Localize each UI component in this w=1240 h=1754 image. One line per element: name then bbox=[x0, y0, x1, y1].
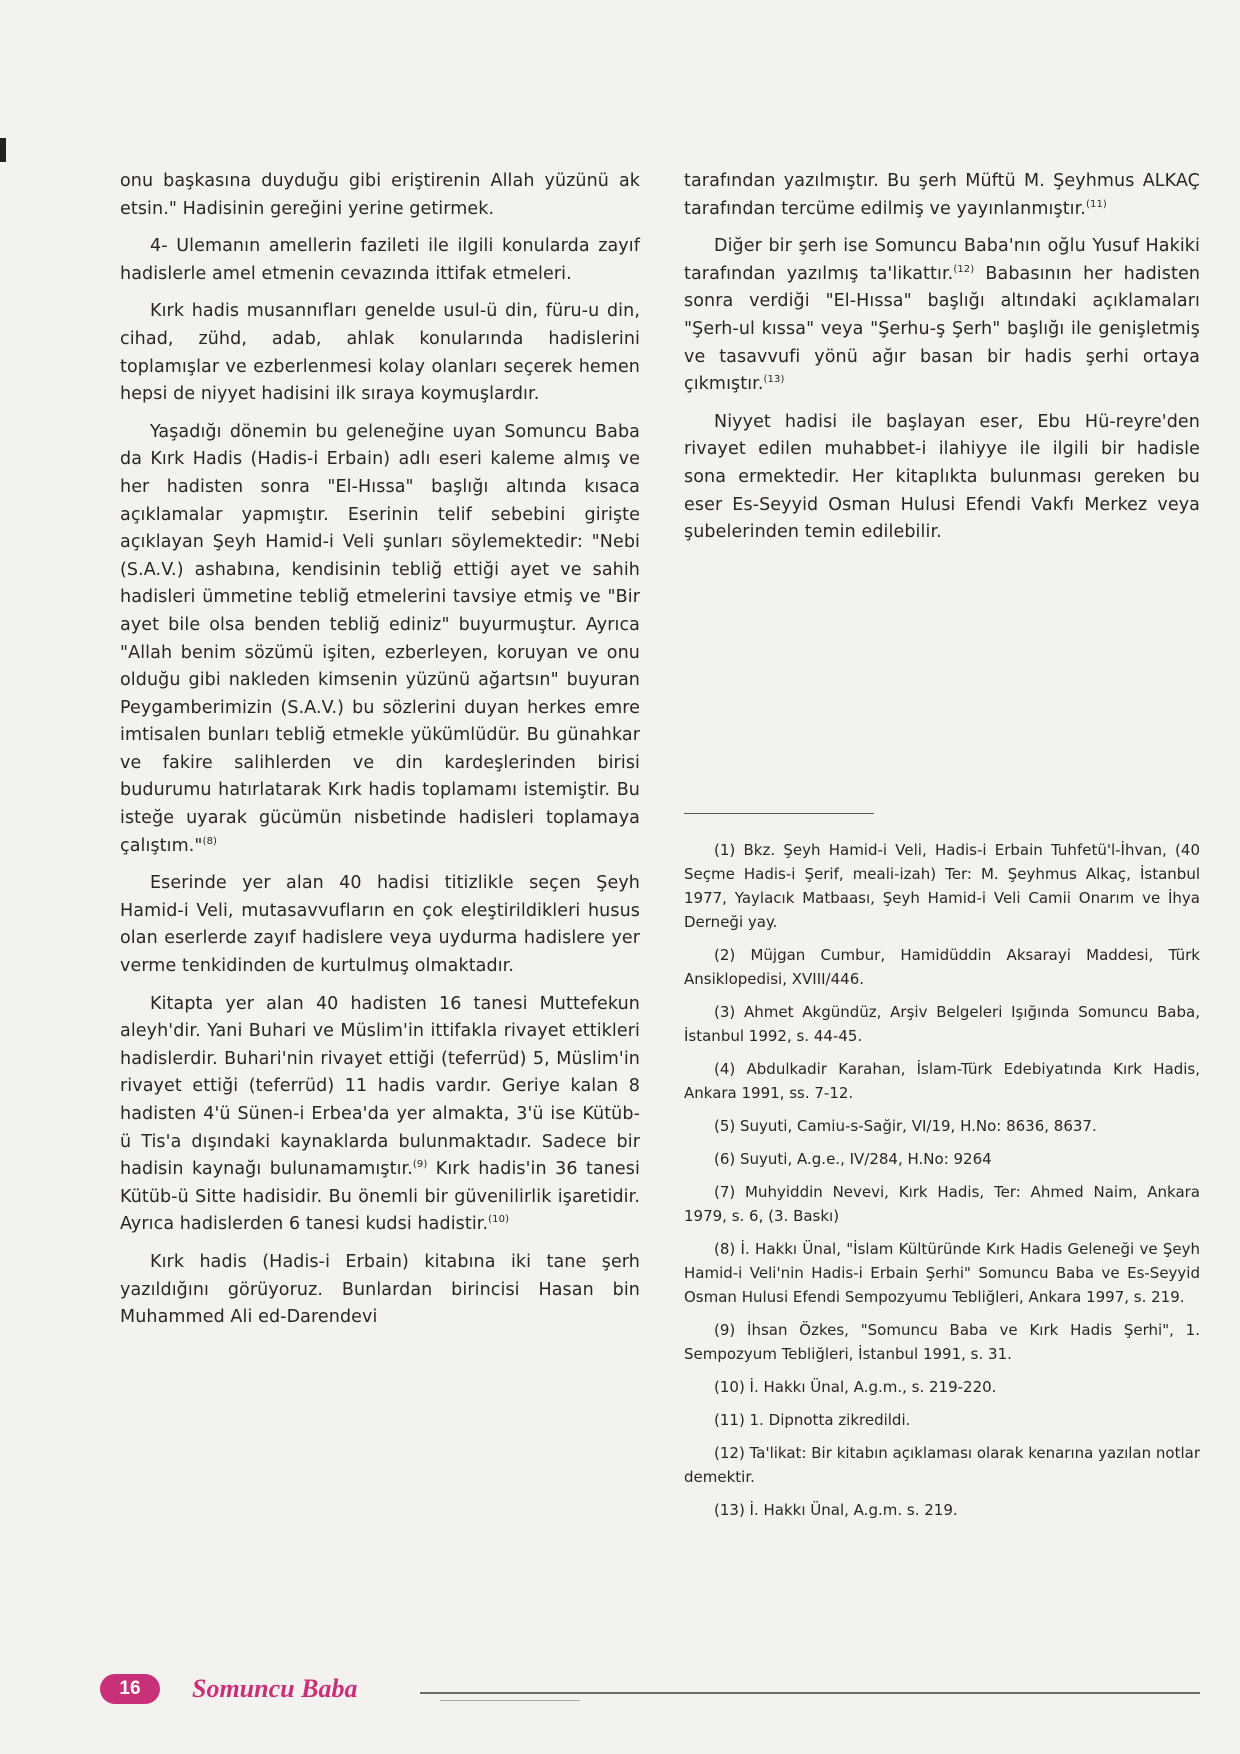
footnote-4: (4) Abdulkadir Karahan, İslam-Türk Edebiyatında Kırk Hadis, Ankara 1991, ss. 7-12. bbox=[684, 1060, 1200, 1102]
footnote-ref-8: (8) bbox=[202, 835, 218, 847]
footnote-ref-10: (10) bbox=[488, 1214, 510, 1226]
right-paragraph-1 bbox=[684, 168, 1200, 223]
left-paragraph-1: onu başkasına duyduğu gibi eriştirenin Allah yüzünü ak etsin." Hadisinin gereğini yerine getirmek. bbox=[120, 171, 640, 219]
left-paragraph-4 bbox=[120, 419, 640, 861]
left-paragraph-6-text-a: Kitapta yer alan 40 hadisten 16 tanesi Muttefekun aleyh'dir. Yani Buhari ve Müslim'in ittifakla rivayet ettikleri hadislerdir. Buhari'nin rivayet ettiği (teferrüd) 5, Müslim'in rivayet ettiği (teferrüd) 11 hadis vardır. Geriye kalan 8 hadisten 4'ü Sünen-i Erbea'da yer almakta, 3'ü ise Kütüb-ü Tis'a dışındaki kaynaklarda bulunmaktadır. Sadece bir hadisin kaynağı bulunamamıştır. bbox=[120, 993, 640, 1180]
right-paragraph-2 bbox=[684, 233, 1200, 399]
left-paragraph-4-text: Yaşadığı dönemin bu geleneğine uyan Somuncu Baba da Kırk Hadis (Hadis-i Erbain) adlı eseri kaleme almış ve her hadisten sonra "El-Hıssa" başlığı altında kısaca açıklamalar yapmıştır. Eserinin telif sebebini girişte açıklayan Şeyh Hamid-i Veli şunları söylemektedir: "Nebi (S.A.V.) ashabına, kendisinin tebliğ ettiği ayet ve sahih hadisleri ümmetine tebliğ etmelerini tavsiye etmiş ve "Bir ayet bile olsa benden tebliğ ediniz" buyurmuştur. Ayrıca "Allah benim sözümü işiten, ezberleyen, koruyan ve onu olduğu gibi nakleden kimsenin yüzünü ağartsın" buyuran Peygamberimizin (S.A.V.) bu sözlerini duyan herkes emre imtisalen bunları tebliğ etmekle yükümlüdür. Bu günahkar ve fakire salihlerden ve din kardeşlerinden birisi budurumu hatırlatarak Kırk hadis toplamamı istemiştir. Bu isteğe uyarak gücümün nisbetinde hadisleri toplamaya çalıştım." bbox=[120, 421, 640, 856]
left-column bbox=[120, 168, 640, 1342]
footnote-divider bbox=[684, 813, 874, 814]
footnote-2: (2) Müjgan Cumbur, Hamidüddin Aksarayi Maddesi, Türk Ansiklopedisi, XVIII/446. bbox=[684, 946, 1200, 988]
right-paragraph-2-text-b: Babasının her hadisten sonra verdiği "El-Hıssa" başlığı altındaki açıklamaları "Şerh-ul kıssa" veya "Şerhu-ş Şerh" başlığı ile genişletmiş ve tasavvufi yönü ağır basan bir hadis şerhi ortaya çıkmıştır. bbox=[684, 263, 1201, 395]
footnote-3: (3) Ahmet Akgündüz, Arşiv Belgeleri Işığında Somuncu Baba, İstanbul 1992, s. 44-45. bbox=[684, 1003, 1200, 1045]
page-number-badge: 16 bbox=[100, 1674, 160, 1704]
footnote-7: (7) Muhyiddin Nevevi, Kırk Hadis, Ter: Ahmed Naim, Ankara 1979, s. 6, (3. Baskı) bbox=[684, 1183, 1200, 1225]
footnote-ref-13: (13) bbox=[763, 374, 785, 386]
right-paragraph-1-text: tarafından yazılmıştır. Bu şerh Müftü M. Şeyhmus ALKAÇ tarafından tercüme edilmiş ve yayınlanmıştır. bbox=[684, 171, 1200, 219]
left-paragraph-6 bbox=[120, 991, 640, 1239]
footer-rule bbox=[420, 1692, 1200, 1694]
right-column bbox=[684, 168, 1200, 557]
footnotes bbox=[684, 838, 1200, 1531]
left-paragraph-2: 4- Ulemanın amellerin fazileti ile ilgili konularda zayıf hadislerle amel etmenin cevazında ittifak etmeleri. bbox=[120, 236, 640, 284]
footnote-ref-9: (9) bbox=[412, 1159, 428, 1171]
footnote-6: (6) Suyuti, A.g.e., IV/284, H.No: 9264 bbox=[714, 1150, 992, 1168]
footnote-11: (11) 1. Dipnotta zikredildi. bbox=[714, 1411, 911, 1429]
right-paragraph-3: Niyyet hadisi ile başlayan eser, Ebu Hü-reyre'den rivayet edilen muhabbet-i ilahiyye ile ilgili bir hadisle sona ermektedir. Her kitaplıkta bulunması gereken bu eser Es-Seyyid Osman Hulusi Efendi Vakfı Merkez veya şubelerinden temin edilebilir. bbox=[684, 411, 1200, 543]
left-paragraph-5: Eserinde yer alan 40 hadisi titizlikle seçen Şeyh Hamid-i Veli, mutasavvufların en çok eleştirildikleri husus olan eserlerde zayıf hadislere veya uydurma hadislere yer verme tenkidinden de kurtulmuş olmaktadır. bbox=[120, 873, 640, 977]
footnote-9: (9) İhsan Özkes, "Somuncu Baba ve Kırk Hadis Şerhi", 1. Sempozyum Tebliğleri, İstanbul 1991, s. 31. bbox=[684, 1321, 1200, 1363]
footnote-8: (8) İ. Hakkı Ünal, "İslam Kültüründe Kırk Hadis Geleneği ve Şeyh Hamid-i Veli'nin Hadis-i Erbain Şerhi" Somuncu Baba ve Es-Seyyid Osman Hulusi Efendi Sempozyumu Tebliğleri, Ankara 1997, s. 219. bbox=[684, 1240, 1200, 1306]
left-paragraph-6-text-b: Kırk hadis'in 36 tanesi Kütüb-ü Sitte hadisidir. Bu önemli bir güvenilirlik işaretidir. Ayrıca hadislerden 6 tanesi kudsi hadistir. bbox=[120, 1159, 640, 1235]
page-footer bbox=[100, 1670, 1200, 1710]
footnote-13: (13) İ. Hakkı Ünal, A.g.m. s. 219. bbox=[714, 1501, 958, 1519]
scan-edge-mark bbox=[0, 138, 6, 162]
footnote-ref-11: (11) bbox=[1085, 198, 1107, 210]
footnote-5: (5) Suyuti, Camiu-s-Sağir, VI/19, H.No: 8636, 8637. bbox=[714, 1117, 1097, 1135]
footnote-12: (12) Ta'likat: Bir kitabın açıklaması olarak kenarına yazılan notlar demektir. bbox=[684, 1444, 1200, 1486]
left-paragraph-3: Kırk hadis musannıfları genelde usul-ü din, füru-u din, cihad, zühd, adab, ahlak konularında hadislerini toplamışlar ve ezberlenmesi kolay olanları seçerek hemen hepsi de niyyet hadisini ilk sıraya koymuşlardır. bbox=[120, 301, 640, 405]
left-paragraph-7: Kırk hadis (Hadis-i Erbain) kitabına iki tane şerh yazıldığını görüyoruz. Bunlardan birincisi Hasan bin Muhammed Ali ed-Darendevi bbox=[120, 1251, 640, 1328]
footnote-1: (1) Bkz. Şeyh Hamid-i Veli, Hadis-i Erbain Tuhfetü'l-İhvan, (40 Seçme Hadis-i Şerif, meali-izah) Ter: M. Şeyhmus Alkaç, İstanbul 1977, Yaylacık Matbaası, Şeyh Hamid-i Veli Camii Onarım ve İhya Derneği yay. bbox=[684, 841, 1200, 931]
footer-rule-accent bbox=[440, 1700, 580, 1701]
magazine-title: Somuncu Baba bbox=[192, 1674, 358, 1703]
footnote-10: (10) İ. Hakkı Ünal, A.g.m., s. 219-220. bbox=[714, 1378, 997, 1396]
footnote-ref-12: (12) bbox=[953, 263, 975, 275]
right-paragraph-2-text-a: Diğer bir şerh ise Somuncu Baba'nın oğlu Yusuf Hakiki tarafından yazılmış ta'likattır. bbox=[684, 236, 1200, 284]
